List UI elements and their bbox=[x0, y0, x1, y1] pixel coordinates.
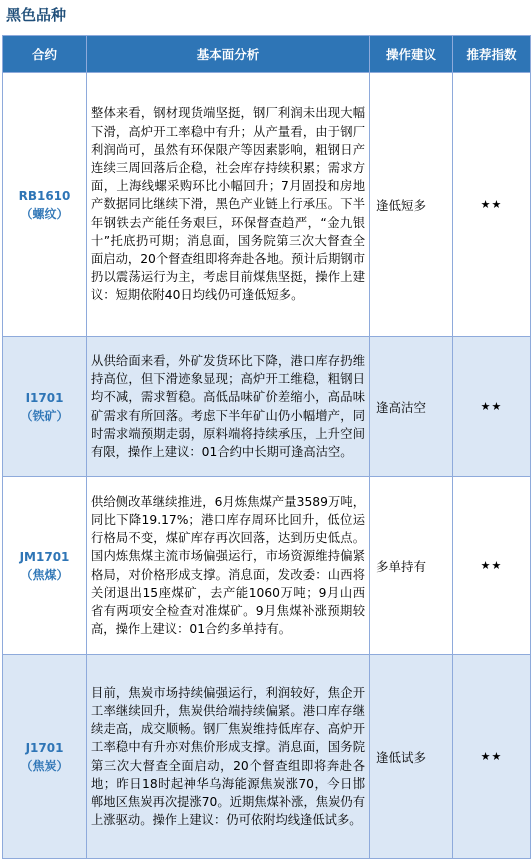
contract-code: RB1610 bbox=[18, 188, 71, 203]
rating-stars: ★★ bbox=[453, 73, 531, 337]
header-contract: 合约 bbox=[3, 36, 87, 73]
contract-variety: （焦煤） bbox=[20, 567, 69, 582]
contract-code: JM1701 bbox=[19, 549, 70, 564]
contract-variety: （焦炭） bbox=[20, 758, 69, 773]
analysis-cell: 从供给面来看，外矿发货环比下降，港口库存扔维持高位，但下滑迹象显现；高炉开工维稳，粗钢日均不减，需求暂稳。高低品味矿价差缩小，高品味矿需求有所回落。考虑下半年矿山仍小幅增产，同时需求端预期走弱，原料端将持续承压，上升空间有限，操作上建议：01合约中长期可逢高沽空。 bbox=[87, 337, 370, 477]
contract-cell bbox=[3, 73, 87, 337]
contract-code: J1701 bbox=[25, 740, 64, 755]
rating-stars: ★★ bbox=[453, 655, 531, 859]
advice-cell: 多单持有 bbox=[370, 477, 453, 655]
table-row bbox=[3, 477, 531, 655]
futures-recommendation-table bbox=[2, 35, 531, 859]
contract-cell bbox=[3, 477, 87, 655]
advice-cell: 逢低短多 bbox=[370, 73, 453, 337]
contract-variety: （铁矿） bbox=[20, 408, 69, 423]
header-rating: 推荐指数 bbox=[453, 36, 531, 73]
analysis-cell: 目前，焦炭市场持续偏强运行，利润较好，焦企开工率继续回升，焦炭供给端持续偏紧。港口库存继续走高，成交顺畅。钢厂焦炭维持低库存、高炉开工率稳中有升亦对焦价形成支撑。消息面，国务院第三次大督查全面启动，20个督查组即将奔赴各地；昨日18时起神华乌海能源焦炭涨70，今日邯郸地区焦炭再次提涨70。近期焦煤补涨，焦炭仍有上涨驱动。操作上建议：仍可依附均线逢低试多。 bbox=[87, 655, 370, 859]
table-row bbox=[3, 337, 531, 477]
contract-code: I1701 bbox=[25, 390, 64, 405]
table-header-row bbox=[3, 36, 531, 73]
section-title: 黑色品种 bbox=[6, 6, 67, 24]
contract-cell bbox=[3, 655, 87, 859]
contract-cell bbox=[3, 337, 87, 477]
advice-cell: 逢高沽空 bbox=[370, 337, 453, 477]
table-row bbox=[3, 73, 531, 337]
header-advice: 操作建议 bbox=[370, 36, 453, 73]
rating-stars: ★★ bbox=[453, 337, 531, 477]
rating-stars: ★★ bbox=[453, 477, 531, 655]
advice-cell: 逢低试多 bbox=[370, 655, 453, 859]
header-analysis: 基本面分析 bbox=[87, 36, 370, 73]
analysis-cell: 整体来看，钢材现货端坚挺，钢厂利润未出现大幅下滑，高炉开工率稳中有升；从产量看，由于钢厂利润尚可，虽然有环保限产等因素影响，粗钢日产连续三周回落后企稳，社会库存持续积累；需求方面，上海线螺采购环比小幅回升；7月固投和房地产数据同比继续下滑，黑色产业链上行承压。下半年钢铁去产能任务艰巨，环保督查趋严，“金九银十”托底扔可期；消息面，国务院第三次大督查全面启动，20个督查组即将奔赴各地。预计后期钢市扔以震荡运行为主，考虑目前煤焦坚挺，操作上建议：短期依附40日均线仍可逢低短多。 bbox=[87, 73, 370, 337]
analysis-cell: 供给侧改革继续推进，6月炼焦煤产量3589万吨，同比下降19.17%；港口库存周环比回升，低位运行格局不变，煤矿库存再次回落，达到历史低点。国内炼焦煤主流市场偏强运行，市场资源维持偏紧格局，对价格形成支撑。消息面，发改委：山西将关闭退出15座煤矿，去产能1060万吨；9月山西省有两项安全检查对准煤矿。9月焦煤补涨预期较高，操作上建议：01合约多单持有。 bbox=[87, 477, 370, 655]
table-row bbox=[3, 655, 531, 859]
contract-variety: （螺纹） bbox=[20, 206, 69, 221]
